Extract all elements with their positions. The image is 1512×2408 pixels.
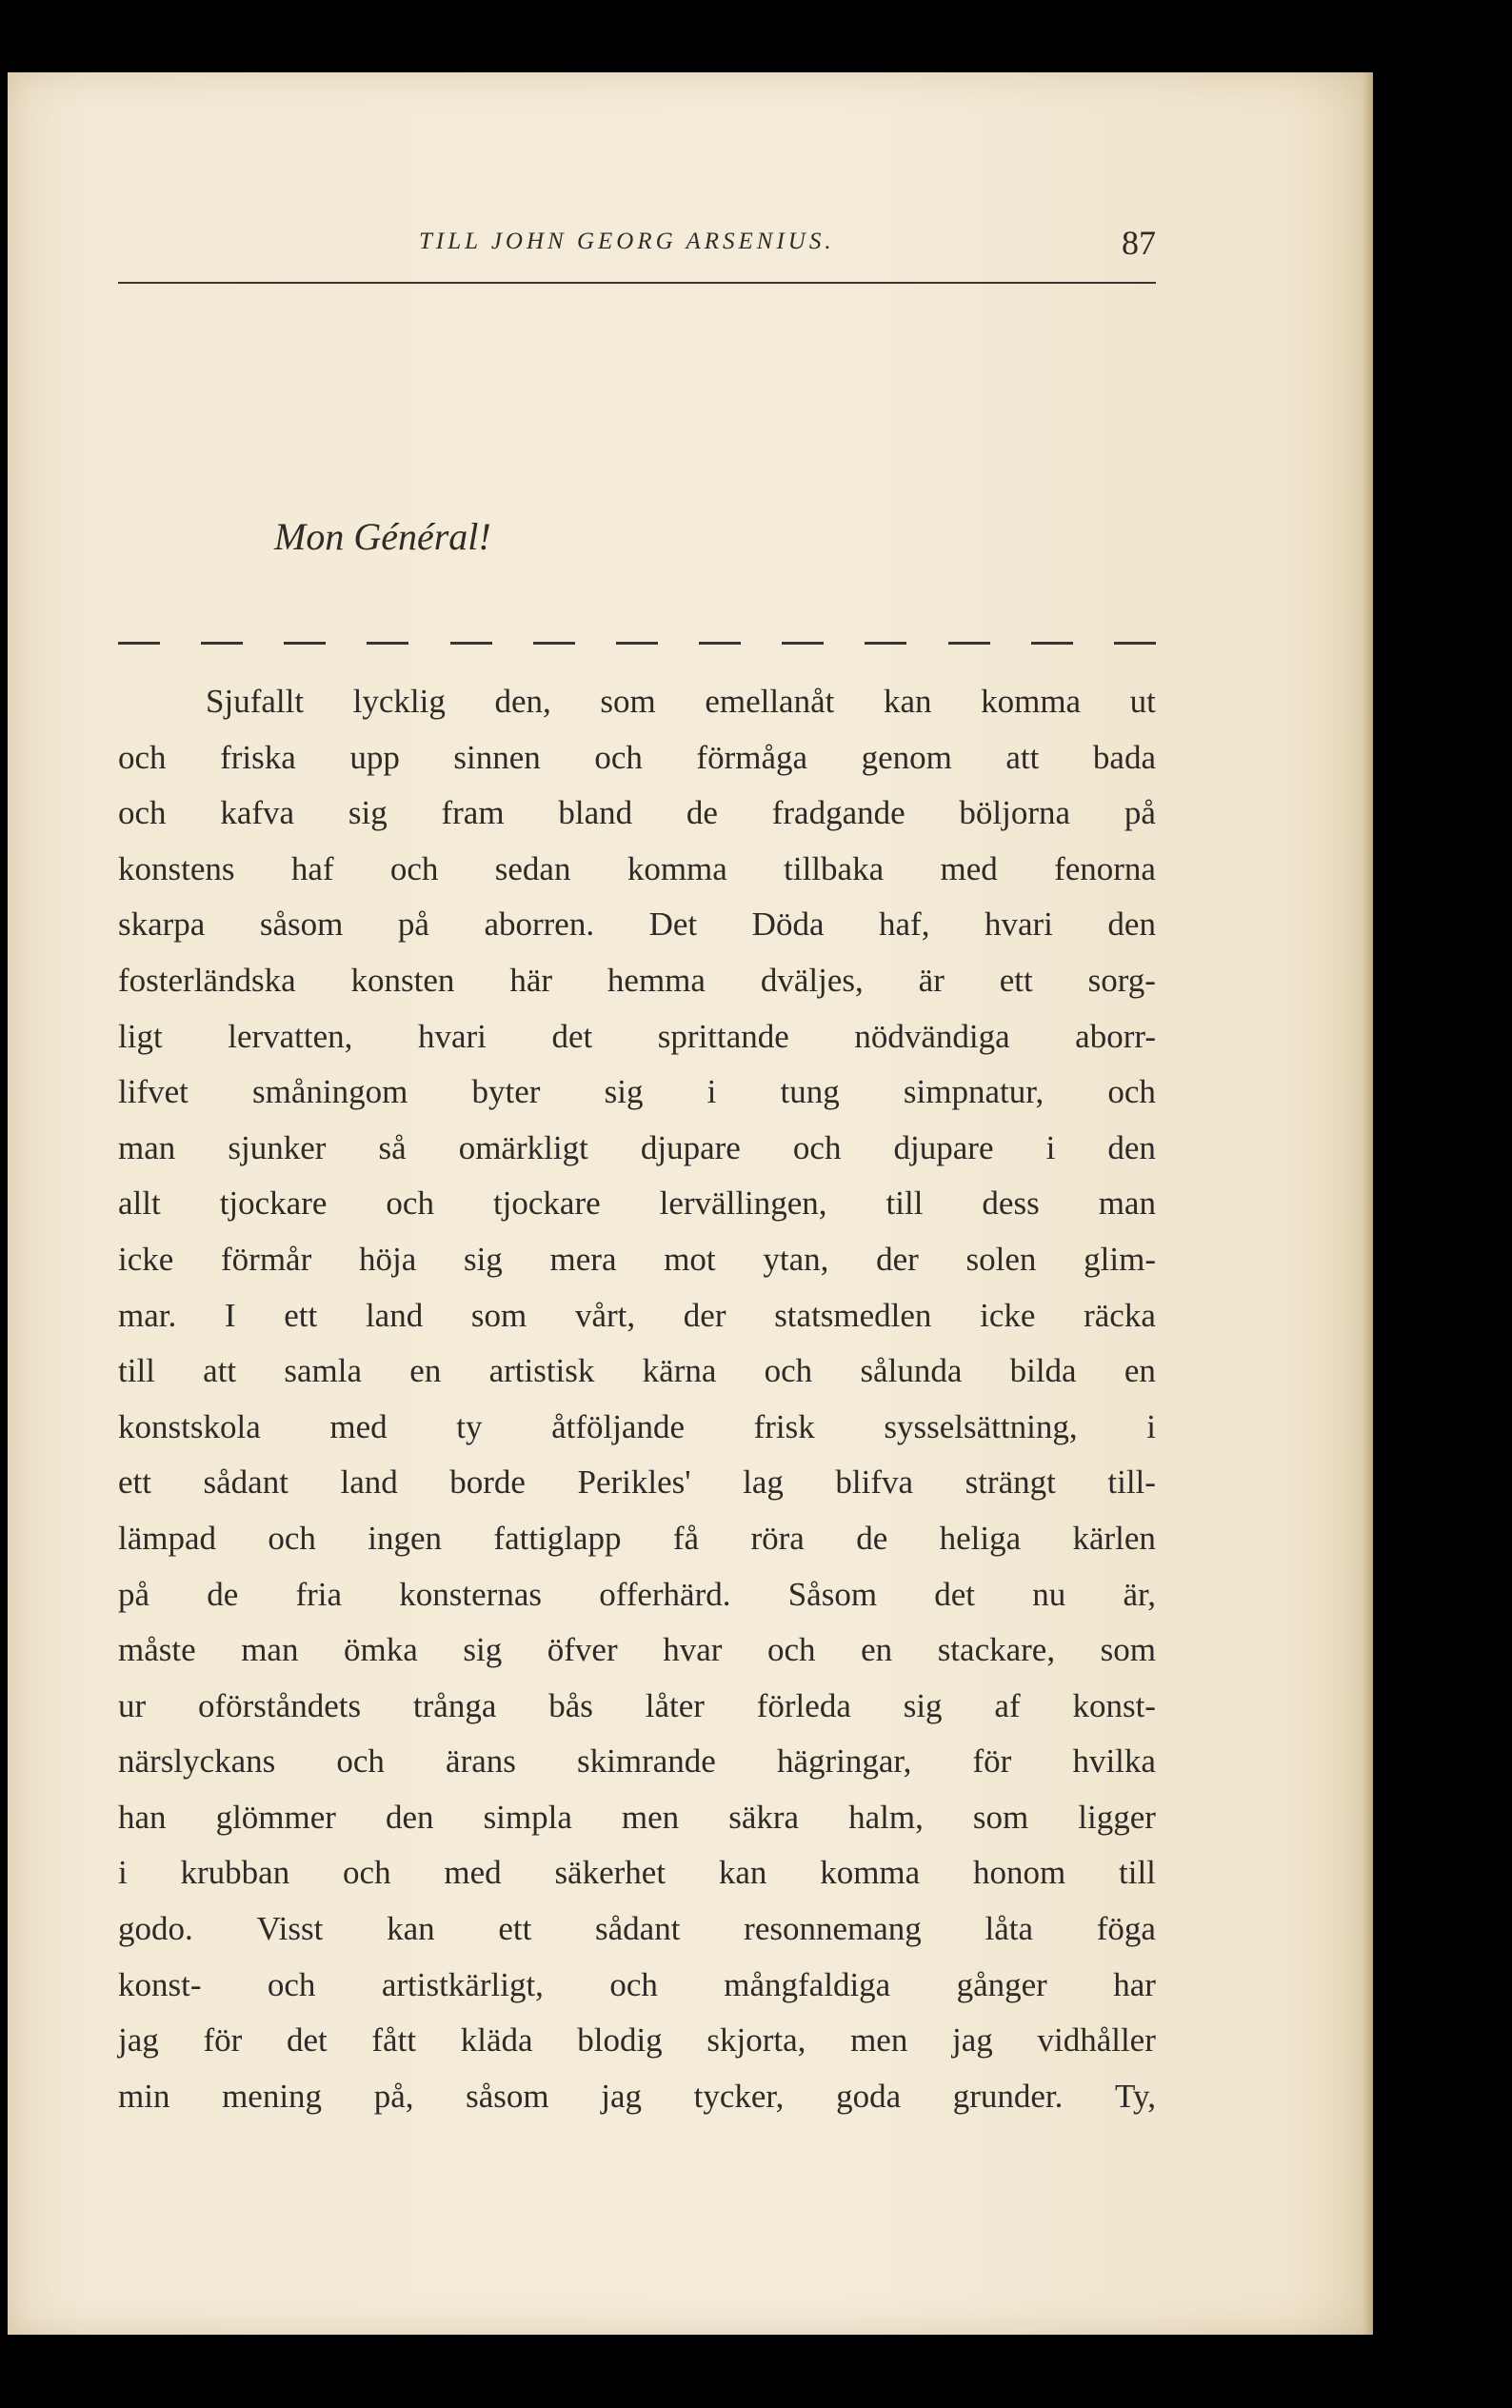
body-line: ett sådant land borde Perikles' lag blifva strängt till-	[118, 1463, 1156, 1502]
running-title: TILL JOHN GEORG ARSENIUS.	[419, 229, 835, 254]
body-line: skarpa såsom på aborren. Det Döda haf, hvari den	[118, 905, 1156, 944]
body-line: konstskola med ty åtföljande frisk sysselsättning, i	[118, 1407, 1156, 1445]
body-line: mar. I ett land som vårt, der statsmedlen icke räcka	[118, 1296, 1156, 1334]
body-line: man sjunker så omärkligt djupare och djupare i den	[118, 1128, 1156, 1166]
body-line: och kafva sig fram bland de fradgande böljorna på	[118, 794, 1156, 832]
page-number: 87	[1122, 224, 1156, 262]
body-line: konstens haf och sedan komma tillbaka med fenorna	[118, 849, 1156, 887]
letter-salutation: Mon Général!	[274, 515, 491, 558]
body-line: fosterländska konsten här hemma dväljes, är ett sorg-	[118, 961, 1156, 999]
body-line: och friska upp sinnen och förmåga genom att bada	[118, 738, 1156, 776]
body-line: allt tjockare och tjockare lervällingen, till dess man	[118, 1184, 1156, 1223]
body-line: jag för det fått kläda blodig skjorta, men jag vidhåller	[118, 2021, 1156, 2060]
body-line: måste man ömka sig öfver hvar och en stackare, som	[118, 1631, 1156, 1669]
letter-body	[118, 674, 1156, 2124]
body-line: lämpad och ingen fattiglapp få röra de heliga kärlen	[118, 1519, 1156, 1557]
body-line: närslyckans och ärans skimrande hägringar, för hvilka	[118, 1742, 1156, 1781]
body-line: icke förmår höja sig mera mot ytan, der solen glim-	[118, 1240, 1156, 1278]
body-line: till att samla en artistisk kärna och sålunda bilda en	[118, 1352, 1156, 1390]
page-edge	[1363, 72, 1373, 2335]
body-line: ur oförståndets trånga bås låter förleda sig af konst-	[118, 1686, 1156, 1724]
dashed-separator	[118, 628, 1156, 647]
body-line: på de fria konsternas offerhärd. Såsom det nu är,	[118, 1575, 1156, 1613]
body-line: lifvet småningom byter sig i tung simpnatur, och	[118, 1073, 1156, 1111]
body-line: godo. Visst kan ett sådant resonnemang låta föga	[118, 1910, 1156, 1948]
body-line: han glömmer den simpla men säkra halm, som ligger	[118, 1798, 1156, 1836]
running-head	[118, 215, 1156, 284]
body-line: min mening på, såsom jag tycker, goda grunder. Ty,	[118, 2077, 1156, 2115]
body-line: ligt lervatten, hvari det sprittande nödvändiga aborr-	[118, 1017, 1156, 1055]
body-line: Sjufallt lycklig den, som emellanåt kan komma ut	[206, 683, 1156, 720]
book-page	[8, 72, 1373, 2335]
body-line: i krubban och med säkerhet kan komma honom till	[118, 1854, 1156, 1892]
body-line: konst- och artistkärligt, och mångfaldiga gånger har	[118, 1965, 1156, 2003]
